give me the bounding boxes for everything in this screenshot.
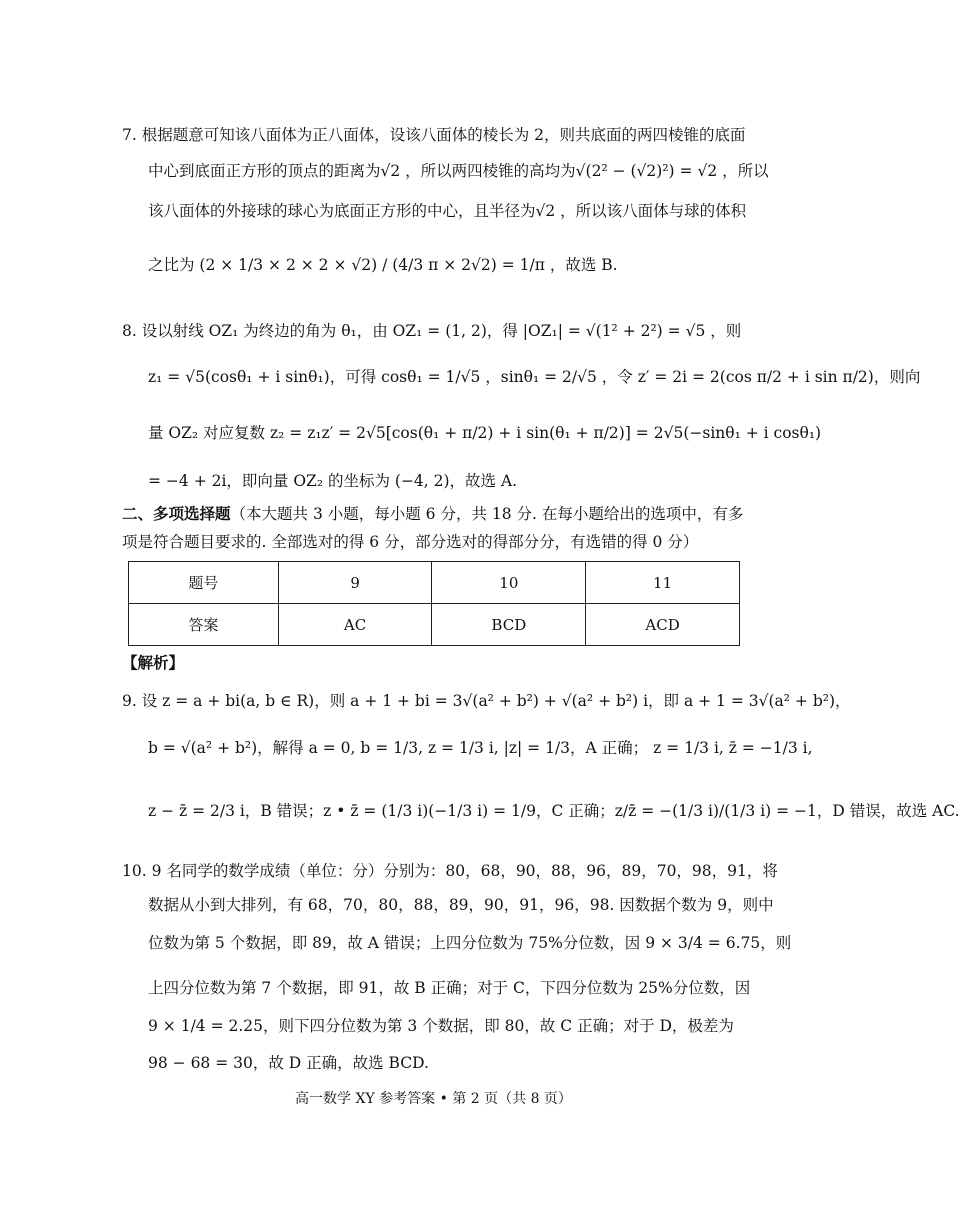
q9-line-3: z − z̄ = 2/3 i，B 错误；z • z̄ = (1/3 i)(−1/3 i) = 1/9，C 正确；z/z̄ = −(1/3 i)/(1/3 i) = −1，D 错误，故选 AC. — [148, 802, 960, 820]
table-cell: 10 — [432, 562, 586, 604]
q10-line-5: 9 × 1/4 = 2.25，则下四分位数为第 3 个数据，即 80，故 C 正确；对于 D，极差为 — [148, 1017, 734, 1035]
table-cell: BCD — [432, 604, 586, 646]
q9-line-1: 9. 设 z = a + bi(a, b ∈ R)，则 a + 1 + bi = 3√(a² + b²) + √(a² + b²) i，即 a + 1 = 3√(a² + b²)， — [122, 692, 851, 710]
q8-line-3: 量 OZ₂ 对应复数 z₂ = z₁z′ = 2√5[cos(θ₁ + π/2) + i sin(θ₁ + π/2)] = 2√5(−sinθ₁ + i cosθ₁) — [148, 424, 822, 442]
section-2-desc-1: （本大题共 3 小题，每小题 6 分，共 18 分. 在每小题给出的选项中，有多 — [230, 505, 744, 523]
analysis-label: 【解析】 — [122, 653, 185, 672]
q8-line-4: = −4 + 2i，即向量 OZ₂ 的坐标为 (−4, 2)，故选 A. — [148, 472, 518, 490]
section-2-desc-2: 项是符合题目要求的. 全部选对的得 6 分，部分选对的得部分分，有选错的得 0 分） — [122, 533, 699, 551]
q8-line-1: 8. 设以射线 OZ₁ 为终边的角为 θ₁，由 OZ₁ = (1, 2)，得 |OZ₁| = √(1² + 2²) = √5 ，则 — [122, 322, 742, 340]
q7-line-4: 之比为 (2 × 1/3 × 2 × 2 × √2) / (4/3 π × 2√2) = 1/π ，故选 B. — [148, 256, 618, 274]
table-cell: ACD — [586, 604, 740, 646]
table-cell: 9 — [278, 562, 432, 604]
table-cell: AC — [278, 604, 432, 646]
table-cell: 11 — [586, 562, 740, 604]
q7-line-1: 7. 根据题意可知该八面体为正八面体，设该八面体的棱长为 2，则共底面的两四棱锥的底面 — [122, 126, 746, 144]
table-row — [129, 604, 740, 646]
answer-table — [128, 561, 740, 646]
page-footer: 高一数学 XY 参考答案 • 第 2 页（共 8 页） — [295, 1091, 572, 1107]
q10-line-4: 上四分位数为第 7 个数据，即 91，故 B 正确；对于 C，下四分位数为 25%分位数，因 — [148, 979, 751, 997]
q10-line-2: 数据从小到大排列，有 68，70，80，88，89，90，91，96，98. 因数据个数为 9，则中 — [148, 896, 774, 914]
table-cell: 题号 — [129, 562, 279, 604]
section-2-title: 二、多项选择题 — [122, 504, 231, 523]
q10-line-6: 98 − 68 = 30，故 D 正确，故选 BCD. — [148, 1054, 429, 1072]
table-row — [129, 562, 740, 604]
q10-line-1: 10. 9 名同学的数学成绩（单位：分）分别为：80，68，90，88，96，89，70，98，91，将 — [122, 862, 778, 880]
table-cell: 答案 — [129, 604, 279, 646]
q7-line-3: 该八面体的外接球的球心为底面正方形的中心，且半径为√2 ，所以该八面体与球的体积 — [148, 202, 747, 220]
q10-line-3: 位数为第 5 个数据，即 89，故 A 错误；上四分位数为 75%分位数，因 9 × 3/4 = 6.75，则 — [148, 934, 792, 952]
q7-line-2: 中心到底面正方形的顶点的距离为√2 ，所以两四棱锥的高均为√(2² − (√2)²) = √2 ，所以 — [148, 162, 769, 180]
q8-line-2: z₁ = √5(cosθ₁ + i sinθ₁)，可得 cosθ₁ = 1/√5 ，sinθ₁ = 2/√5 ，令 z′ = 2i = 2(cos π/2 + i sin π/2)，则向 — [148, 368, 921, 386]
section-2-header — [122, 503, 743, 525]
q9-line-2: b = √(a² + b²)，解得 a = 0, b = 1/3, z = 1/3 i, |z| = 1/3，A 正确； z = 1/3 i, z̄ = −1/3 i, — [148, 739, 813, 757]
